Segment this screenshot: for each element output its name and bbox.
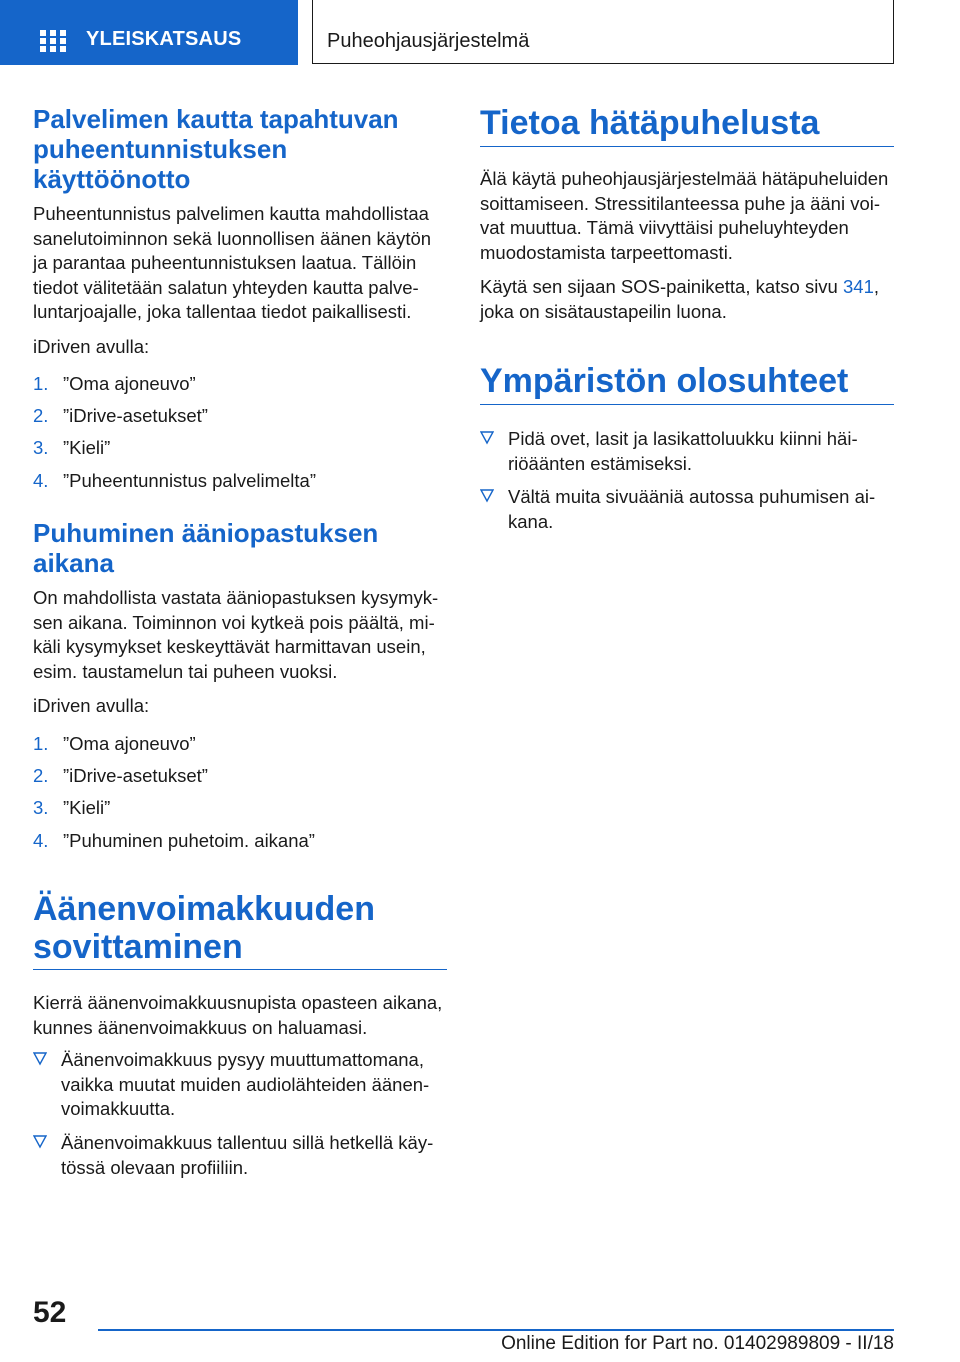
list-text: ”Kieli”	[63, 797, 111, 818]
section-heading-environment: Ympäristön olosuhteet	[480, 362, 849, 400]
triangle-bullet-icon	[33, 1052, 47, 1066]
text-line: Vältä muita sivuääniä autossa puhumisen ai‐	[508, 486, 876, 507]
list-number: 4.	[33, 470, 49, 491]
text-line: sen aikana. Toiminnon voi kytkeä pois päältä, mi‐	[33, 611, 435, 633]
text-line: tiedot välitetään salatun yhteyden kautta palve‐	[33, 276, 419, 298]
heading-line: aikana	[33, 548, 114, 578]
text-line: vat muuttua. Tämä viivyttäisi puheluyhteyden	[480, 217, 849, 238]
section-heading-server-recognition	[33, 104, 399, 194]
text-line: soittamiseen. Stressitilanteessa puhe ja ääni voi‐	[480, 192, 881, 214]
heading-rule	[480, 146, 894, 147]
text-line: käli kysymykset keskeyttävät harmittavan usein,	[33, 636, 426, 657]
list-text: ”Oma ajoneuvo”	[63, 733, 196, 754]
triangle-bullet-icon	[480, 489, 494, 503]
grid-icon	[40, 30, 66, 52]
heading-rule	[480, 404, 894, 405]
list-text: ”Oma ajoneuvo”	[63, 373, 196, 394]
text-span: ,	[873, 276, 880, 297]
text-line: kana.	[508, 510, 554, 532]
bullet-text	[61, 1048, 429, 1122]
list-intro: iDriven avulla:	[33, 336, 150, 357]
list-number: 3.	[33, 797, 49, 818]
bullet-text	[508, 485, 875, 534]
text-line	[480, 275, 879, 300]
text-line: joka on sisätaustapeilin luona.	[480, 300, 727, 322]
list-intro: iDriven avulla:	[33, 695, 150, 716]
heading-line: puheentunnistuksen	[33, 134, 288, 164]
text-line: Pidä ovet, lasit ja lasikattoluukku kiinni häi‐	[508, 428, 858, 449]
bullet-text	[61, 1131, 433, 1180]
heading-line: Palvelimen kautta tapahtuvan	[33, 104, 399, 134]
text-line: muodostamista tarpeettomasti.	[480, 241, 733, 263]
list-number: 1.	[33, 373, 49, 394]
text-span: Käytä sen sijaan SOS-painiketta, katso sivu	[480, 276, 843, 297]
text-line: Äänenvoimakkuus tallentuu sillä hetkellä käy‐	[61, 1132, 434, 1153]
text-line: voimakkuutta.	[61, 1098, 176, 1119]
heading-line: sovittaminen	[33, 928, 243, 966]
text-line: riöäänten estämiseksi.	[508, 452, 693, 474]
triangle-bullet-icon	[480, 431, 494, 445]
list-text: ”Kieli”	[63, 437, 111, 458]
heading-line: käyttöönotto	[33, 164, 191, 194]
text-line: tössä olevaan profiiliin.	[61, 1156, 249, 1178]
text-line: Kierrä äänenvoimakkuusnupista opasteen aikana,	[33, 992, 443, 1013]
text-line: Älä käytä puheohjausjärjestelmää hätäpuheluiden	[480, 168, 889, 189]
list-number: 3.	[33, 437, 49, 458]
section-heading-voice-prompt	[33, 518, 378, 578]
chapter-tab-label: YLEISKATSAUS	[86, 28, 242, 50]
paragraph	[480, 167, 888, 265]
page-number: 52	[33, 1296, 67, 1329]
section-heading-emergency: Tietoa hätäpuhelusta	[480, 104, 820, 142]
list-text: ”iDrive-asetukset”	[63, 405, 208, 426]
text-line: ja parantaa puheentunnistuksen laatua. Tällöin	[33, 252, 417, 273]
list-text: ”Puhuminen puhetoim. aikana”	[63, 830, 315, 851]
paragraph	[480, 275, 879, 324]
triangle-bullet-icon	[33, 1135, 47, 1149]
text-line: On mahdollista vastata ääniopastuksen kysymyk‐	[33, 587, 439, 608]
edition-info: Online Edition for Part no. 01402989809 - II/18	[501, 1333, 894, 1354]
text-line: kunnes äänenvoimakkuus on haluamasi.	[33, 1016, 368, 1038]
chapter-tab[interactable]	[0, 0, 298, 65]
list-number: 1.	[33, 733, 49, 754]
list-number: 2.	[33, 765, 49, 786]
text-line: esim. taustamelun tai puheen vuoksi.	[33, 660, 338, 682]
text-line: sanelutoiminnon sekä luonnollisen äänen käytön	[33, 227, 432, 249]
heading-rule	[33, 969, 447, 970]
heading-line: Äänenvoimakkuuden	[33, 890, 375, 928]
page-link[interactable]: 341	[843, 276, 874, 297]
list-text: ”iDrive-asetukset”	[63, 765, 208, 786]
paragraph	[33, 202, 431, 325]
list-text: ”Puheentunnistus palvelimelta”	[63, 470, 316, 491]
footer-rule	[98, 1329, 894, 1331]
paragraph	[33, 586, 438, 684]
text-line: Äänenvoimakkuus pysyy muuttumattomana,	[61, 1049, 424, 1070]
text-line: vaikka muutat muiden audiolähteiden äänen‐	[61, 1073, 430, 1095]
text-line: Puheentunnistus palvelimen kautta mahdollistaa	[33, 203, 429, 224]
heading-line: Puhuminen ääniopastuksen	[33, 518, 379, 548]
text-line: luntarjoajalle, joka tallentaa tiedot paikallisesti.	[33, 301, 412, 322]
list-number: 2.	[33, 405, 49, 426]
section-heading-volume	[33, 890, 375, 966]
section-title: Puheohjausjärjestelmä	[327, 30, 530, 52]
section-header	[312, 0, 894, 64]
bullet-text	[508, 427, 858, 476]
list-number: 4.	[33, 830, 49, 851]
paragraph	[33, 991, 442, 1040]
